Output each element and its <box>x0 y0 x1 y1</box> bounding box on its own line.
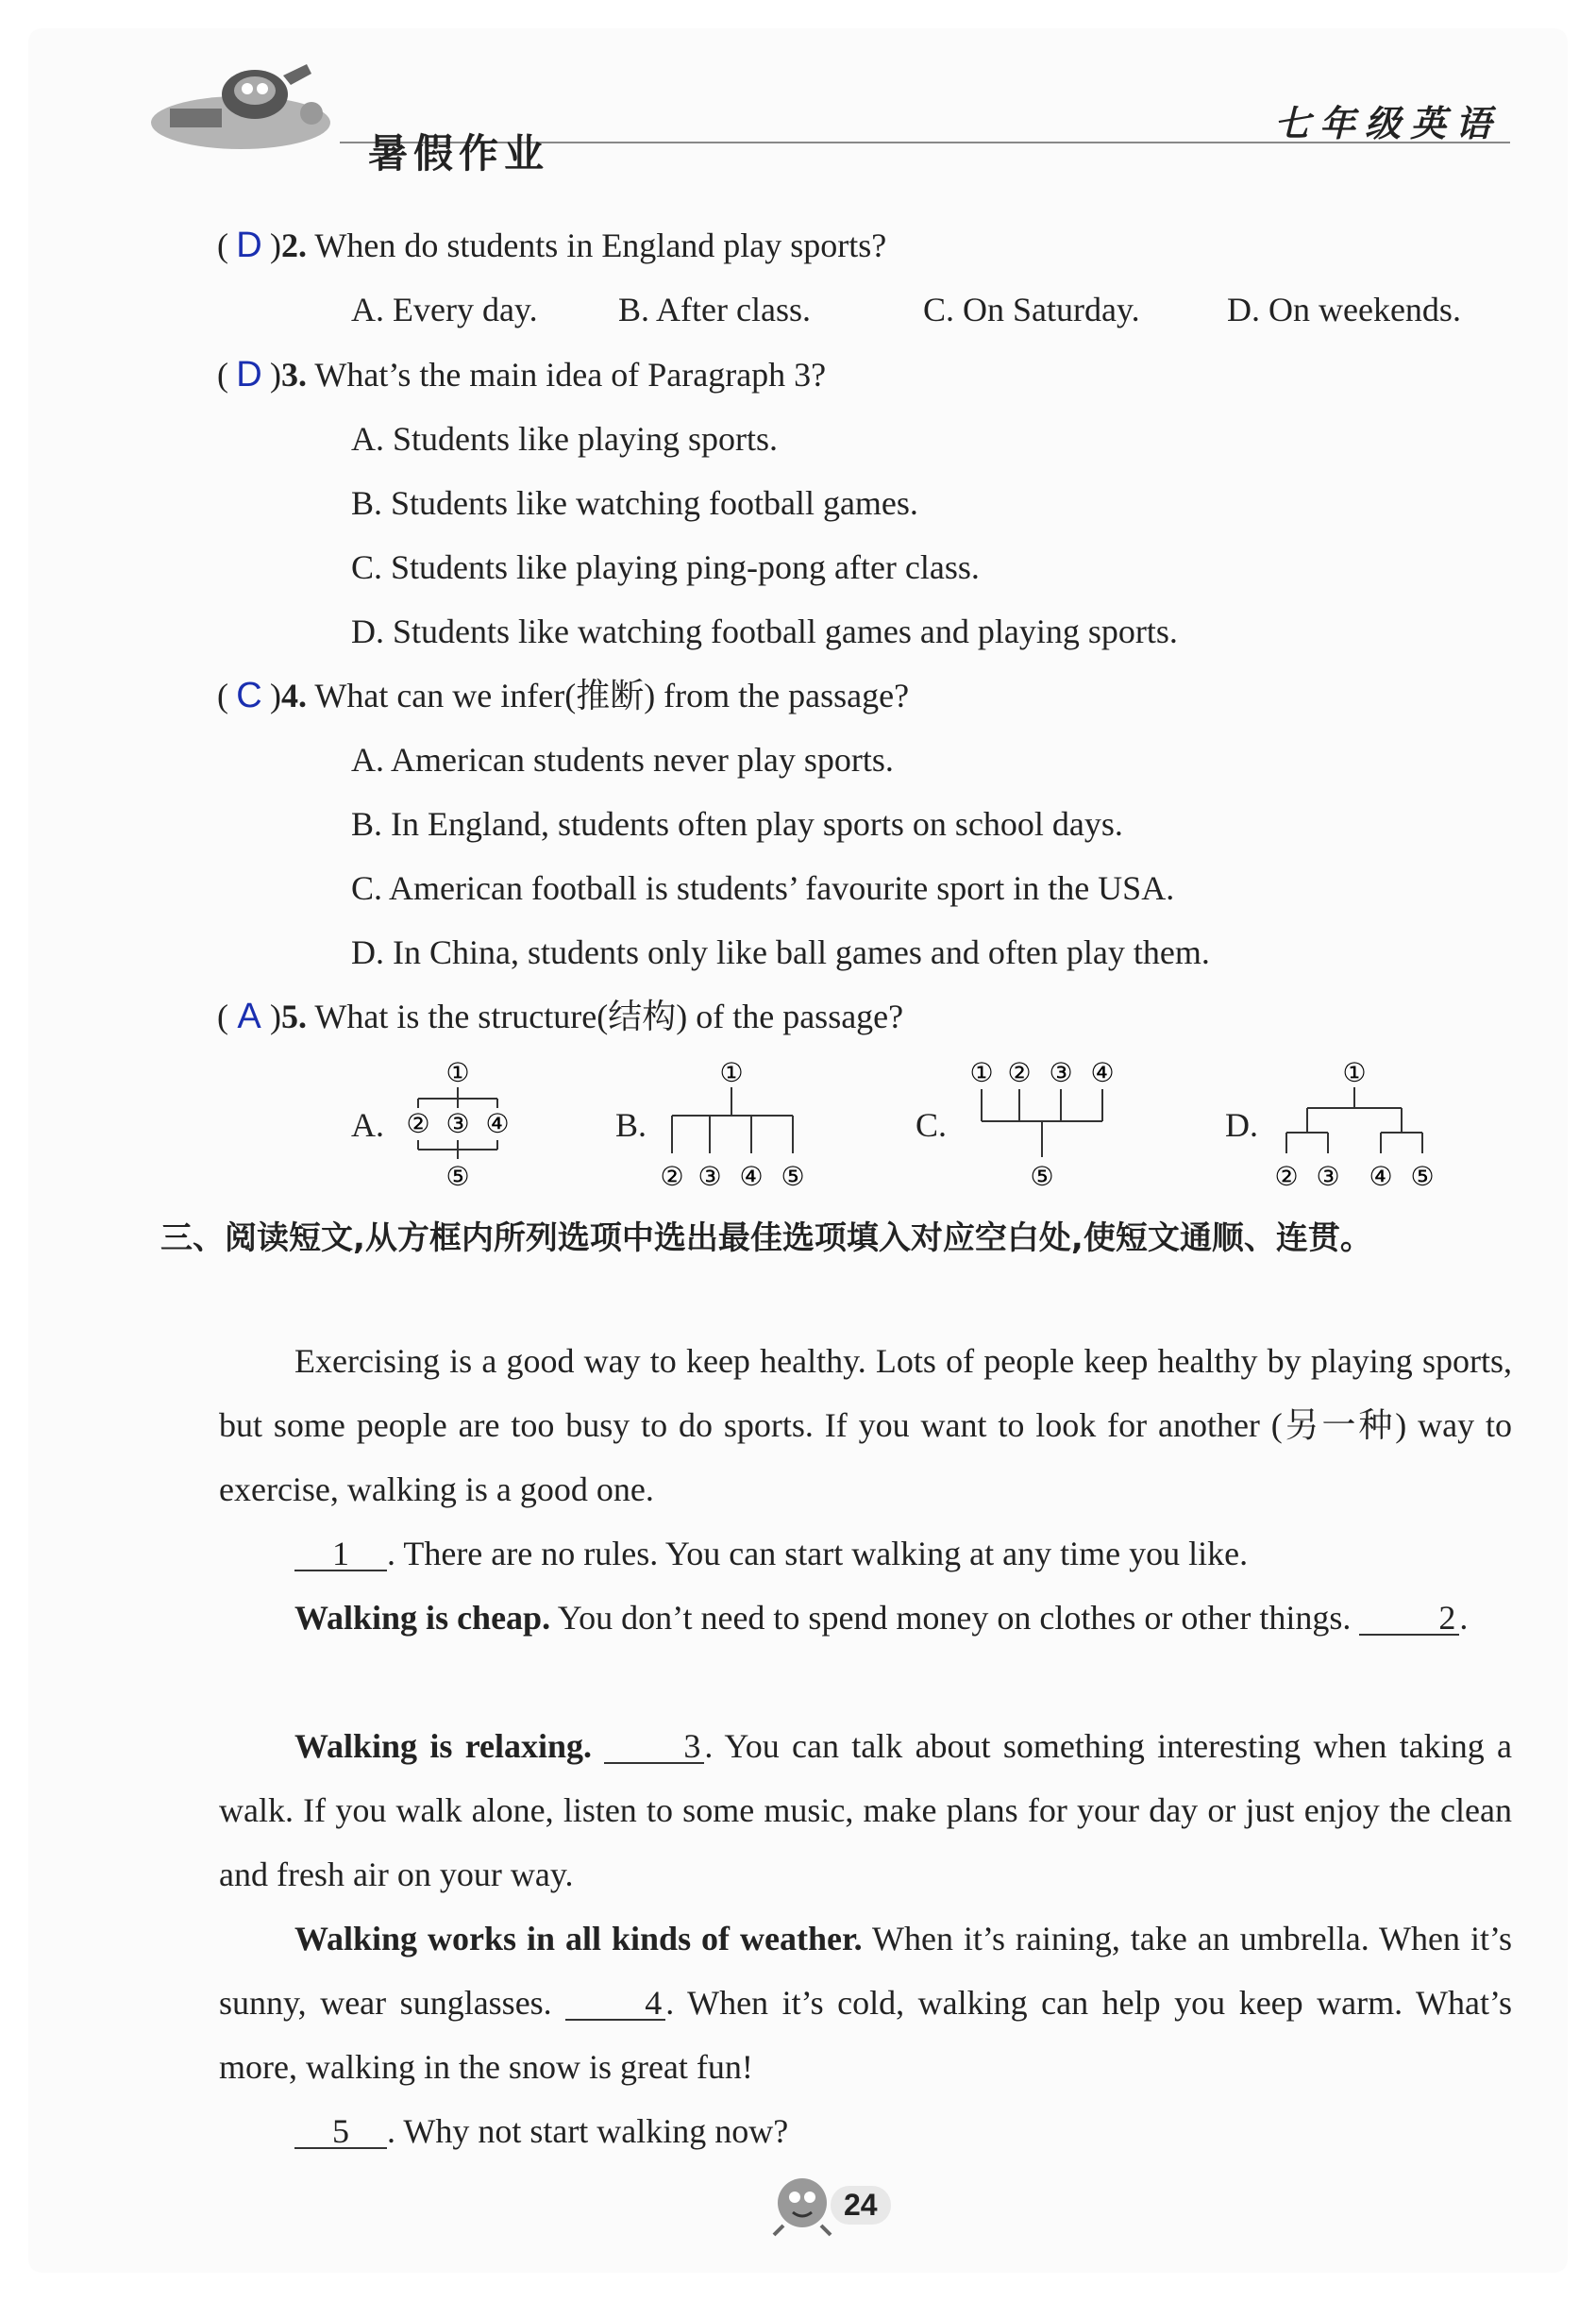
q3-option-d: D. Students like watching football games and playing sports. <box>351 613 1178 650</box>
node-3: ③ <box>445 1108 470 1139</box>
blank-2[interactable]: 2 <box>1359 1602 1459 1636</box>
paren-close: ) <box>270 998 281 1035</box>
question-number: 5. <box>281 998 307 1035</box>
node-4: ④ <box>739 1161 764 1192</box>
question-4 <box>217 675 909 716</box>
diagram-c-label: C. <box>916 1106 948 1144</box>
paragraph-lead: Walking is cheap. <box>294 1599 551 1637</box>
page-number: 24 <box>831 2186 891 2225</box>
blank-4[interactable]: 4 <box>565 1987 665 2021</box>
node-5: ⑤ <box>445 1161 470 1192</box>
paragraph-text: . Why not start walking now? <box>387 2112 789 2150</box>
blank-5[interactable]: 5 <box>294 2115 387 2149</box>
node-2: ② <box>660 1161 684 1192</box>
passage-paragraph-3: Walking is cheap. You don’t need to spend money on clothes or other things. 2 . <box>294 1599 1469 1637</box>
node-2: ② <box>406 1108 430 1139</box>
blank-3[interactable]: 3 <box>604 1730 704 1764</box>
q2-option-b: B. After class. <box>618 291 811 328</box>
question-number: 3. <box>281 356 307 394</box>
passage-paragraph-5 <box>219 1906 1512 2099</box>
paren-open: ( <box>217 677 228 714</box>
passage-paragraph-2 <box>294 1521 1512 1586</box>
paren-close: ) <box>270 677 281 714</box>
question-3 <box>217 354 826 395</box>
node-1: ① <box>969 1057 994 1088</box>
paren-open: ( <box>217 227 228 264</box>
paragraph-lead: Walking works in all kinds of weather. <box>294 1920 863 1957</box>
answer-q4: C <box>236 676 262 715</box>
question-text: What can we infer(推断) from the passage? <box>314 677 910 714</box>
q4-option-b: B. In England, students often play sports on school days. <box>351 805 1123 843</box>
q2-option-a: A. Every day. <box>351 291 538 328</box>
q2-option-d: D. On weekends. <box>1227 291 1461 328</box>
question-5 <box>217 996 903 1037</box>
question-text: What is the structure(结构) of the passage? <box>314 998 904 1035</box>
node-1: ① <box>719 1057 744 1088</box>
header-subject: 七年级英语 <box>1273 103 1501 144</box>
answer-q3: D <box>236 355 262 395</box>
diagram-b-label: B. <box>615 1106 647 1144</box>
structure-diagram-d <box>1269 1055 1439 1197</box>
question-number: 4. <box>281 677 307 714</box>
question-text: What’s the main idea of Paragraph 3? <box>314 356 827 394</box>
paragraph-text: . You can talk about something interesting when taking a walk. If you walk alone, listen to some music, make plans for your day or just enjoy the clean and fresh air on your way. <box>219 1727 1513 1893</box>
cartoon-logo-icon <box>151 57 340 160</box>
paren-open: ( <box>217 998 228 1035</box>
node-1: ① <box>1342 1057 1367 1088</box>
q4-option-d: D. In China, students only like ball games and often play them. <box>351 933 1210 971</box>
passage-paragraph-6 <box>294 2099 1512 2163</box>
question-number: 2. <box>281 227 307 264</box>
structure-diagram-a <box>392 1055 524 1197</box>
node-3: ③ <box>697 1161 722 1192</box>
paragraph-text: When it’s raining, take an umbrella. When it’s sunny, wear sunglasses. <box>219 1920 1512 2022</box>
diagram-d-label: D. <box>1225 1106 1258 1144</box>
node-2: ② <box>1274 1161 1299 1192</box>
q2-option-c: C. On Saturday. <box>923 291 1140 328</box>
q3-option-a: A. Students like playing sports. <box>351 420 778 458</box>
paragraph-text: You don’t need to spend money on clothes or other things. <box>550 1599 1352 1637</box>
header-title: 暑假作业 <box>368 130 550 176</box>
structure-diagram-c <box>961 1055 1131 1197</box>
node-3: ③ <box>1316 1161 1340 1192</box>
passage-paragraph-4 <box>219 1714 1512 1906</box>
header <box>151 57 1510 176</box>
paragraph-lead: Walking is relaxing. <box>294 1727 593 1765</box>
node-3: ③ <box>1049 1057 1073 1088</box>
q3-option-b: B. Students like watching football games. <box>351 484 918 522</box>
q3-option-c: C. Students like playing ping-pong after class. <box>351 548 980 586</box>
paragraph-text: . When it’s cold, walking can help you keep warm. What’s more, walking in the snow is great fun! <box>219 1984 1512 2086</box>
question-text: When do students in England play sports? <box>314 227 887 264</box>
node-5: ⑤ <box>1410 1161 1435 1192</box>
blank-1[interactable]: 1 <box>294 1537 387 1571</box>
paren-close: ) <box>270 227 281 264</box>
passage-paragraph-1: Exercising is a good way to keep healthy. Lots of people keep healthy by playing sports, but some people are too busy to do sports. If you want to look for another (另一种) way to exercise, walking is a good one. <box>219 1342 1512 1508</box>
node-4: ④ <box>1369 1161 1393 1192</box>
answer-q5: A <box>237 997 261 1036</box>
question-2 <box>217 225 886 266</box>
diagram-a-label: A. <box>351 1106 384 1144</box>
paren-close: ) <box>270 356 281 394</box>
section-3-title: 三、阅读短文,从方框内所列选项中选出最佳选项填入对应空白处,使短文通顺、连贯。 <box>160 1219 1372 1257</box>
node-1: ① <box>445 1057 470 1088</box>
node-5: ⑤ <box>1030 1161 1054 1192</box>
paragraph-text: . There are no rules. You can start walking at any time you like. <box>387 1535 1249 1572</box>
node-2: ② <box>1007 1057 1032 1088</box>
node-4: ④ <box>485 1108 510 1139</box>
paren-open: ( <box>217 356 228 394</box>
q4-option-c: C. American football is students’ favourite sport in the USA. <box>351 869 1175 907</box>
node-5: ⑤ <box>781 1161 805 1192</box>
answer-q2: D <box>236 226 262 265</box>
q4-option-a: A. American students never play sports. <box>351 741 894 779</box>
node-4: ④ <box>1090 1057 1115 1088</box>
structure-diagram-b <box>651 1055 821 1197</box>
